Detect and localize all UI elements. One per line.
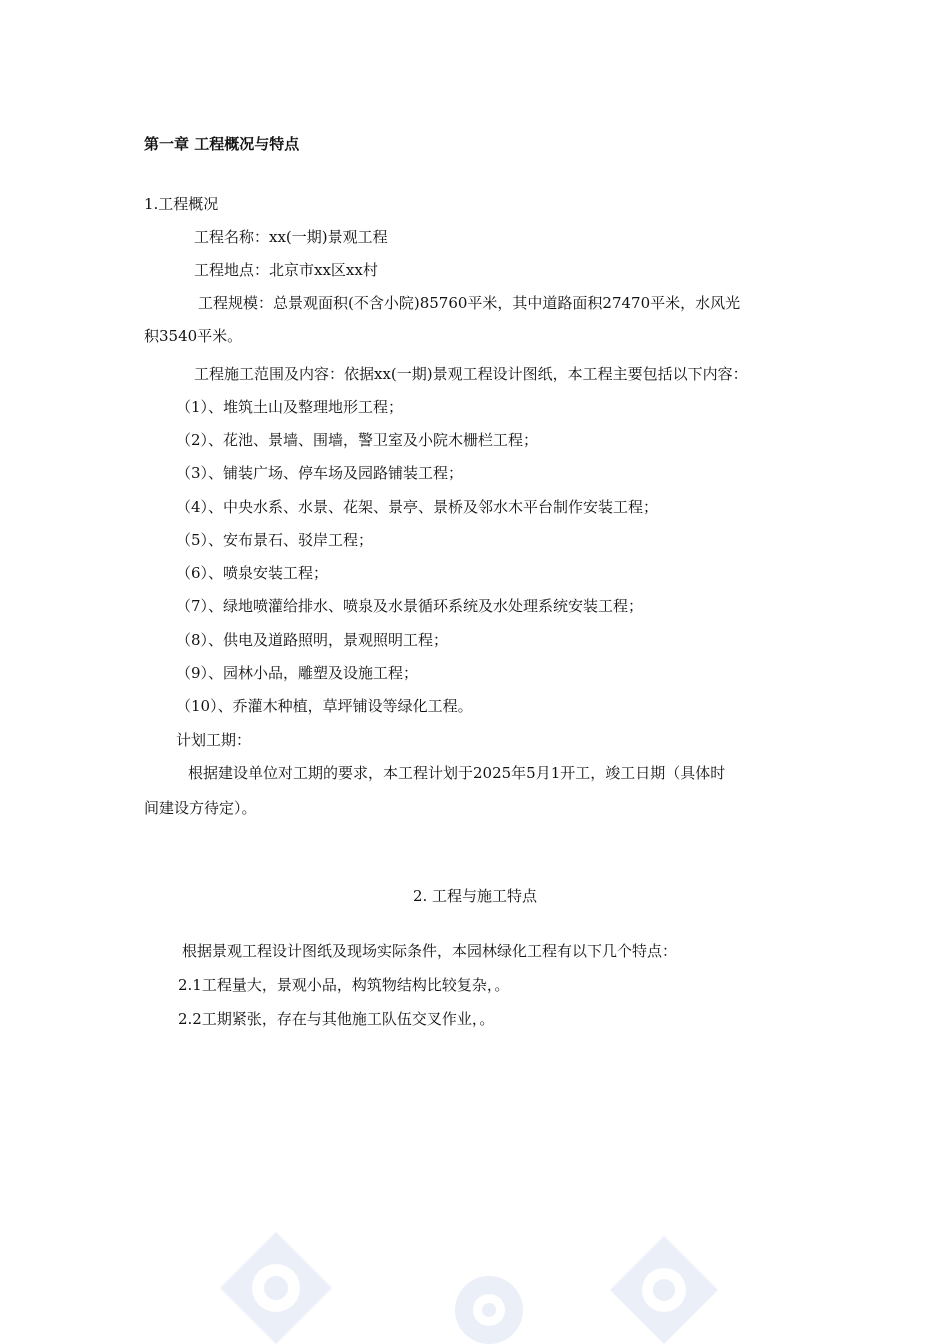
scope-item: （10）、乔灌木种植，草坪铺设等绿化工程。	[176, 697, 473, 715]
scope-item: （8）、供电及道路照明，景观照明工程；	[176, 631, 449, 649]
watermark-emblem-icon	[220, 1232, 332, 1344]
watermark-emblem-icon	[610, 1236, 718, 1344]
section2-heading: 2. 工程与施工特点	[412, 887, 538, 905]
schedule-line2: 间建设方待定）。	[144, 799, 257, 817]
section2-intro: 根据景观工程设计图纸及现场实际条件，本园林绿化工程有以下几个特点：	[182, 942, 678, 960]
project-location: 工程地点：北京市xx区xx村	[194, 261, 378, 279]
project-scale-line1: 工程规模：总景观面积(不含小院)85760平米，其中道路面积27470平米，水风光	[198, 294, 741, 312]
scope-item: （5）、安布景石、驳岸工程；	[176, 531, 374, 549]
schedule-line1: 根据建设单位对工期的要求，本工程计划于2025年5月1开工，竣工日期（具体时	[188, 764, 726, 782]
chapter-title: 第一章 工程概况与特点	[144, 135, 300, 153]
project-name: 工程名称：xx(一期)景观工程	[194, 228, 388, 246]
scope-item: （9）、园林小品，雕塑及设施工程；	[176, 664, 419, 682]
watermark-emblem-icon	[455, 1276, 523, 1344]
scope-item: （4）、中央水系、水景、花架、景亭、景桥及邻水木平台制作安装工程；	[176, 498, 659, 516]
schedule-label: 计划工期：	[176, 731, 252, 749]
feature-point: 2.2工期紧张，存在与其他施工队伍交叉作业，。	[178, 1010, 495, 1028]
section1-heading: 1.工程概况	[144, 195, 219, 213]
feature-point: 2.1工程量大，景观小品，构筑物结构比较复杂，。	[178, 976, 510, 994]
scope-intro: 工程施工范围及内容：依据xx(一期)景观工程设计图纸，本工程主要包括以下内容：	[194, 365, 748, 383]
scope-item: （2）、花池、景墙、围墙，警卫室及小院木栅栏工程；	[176, 431, 539, 449]
scope-item: （6）、喷泉安装工程；	[176, 564, 329, 582]
scope-item: （3）、铺装广场、停车场及园路铺装工程；	[176, 464, 464, 482]
scope-item: （7）、绿地喷灌给排水、喷泉及水景循环系统及水处理系统安装工程；	[176, 597, 644, 615]
scope-item: （1）、堆筑土山及整理地形工程；	[176, 398, 404, 416]
project-scale-line2: 积3540平米。	[144, 327, 243, 345]
